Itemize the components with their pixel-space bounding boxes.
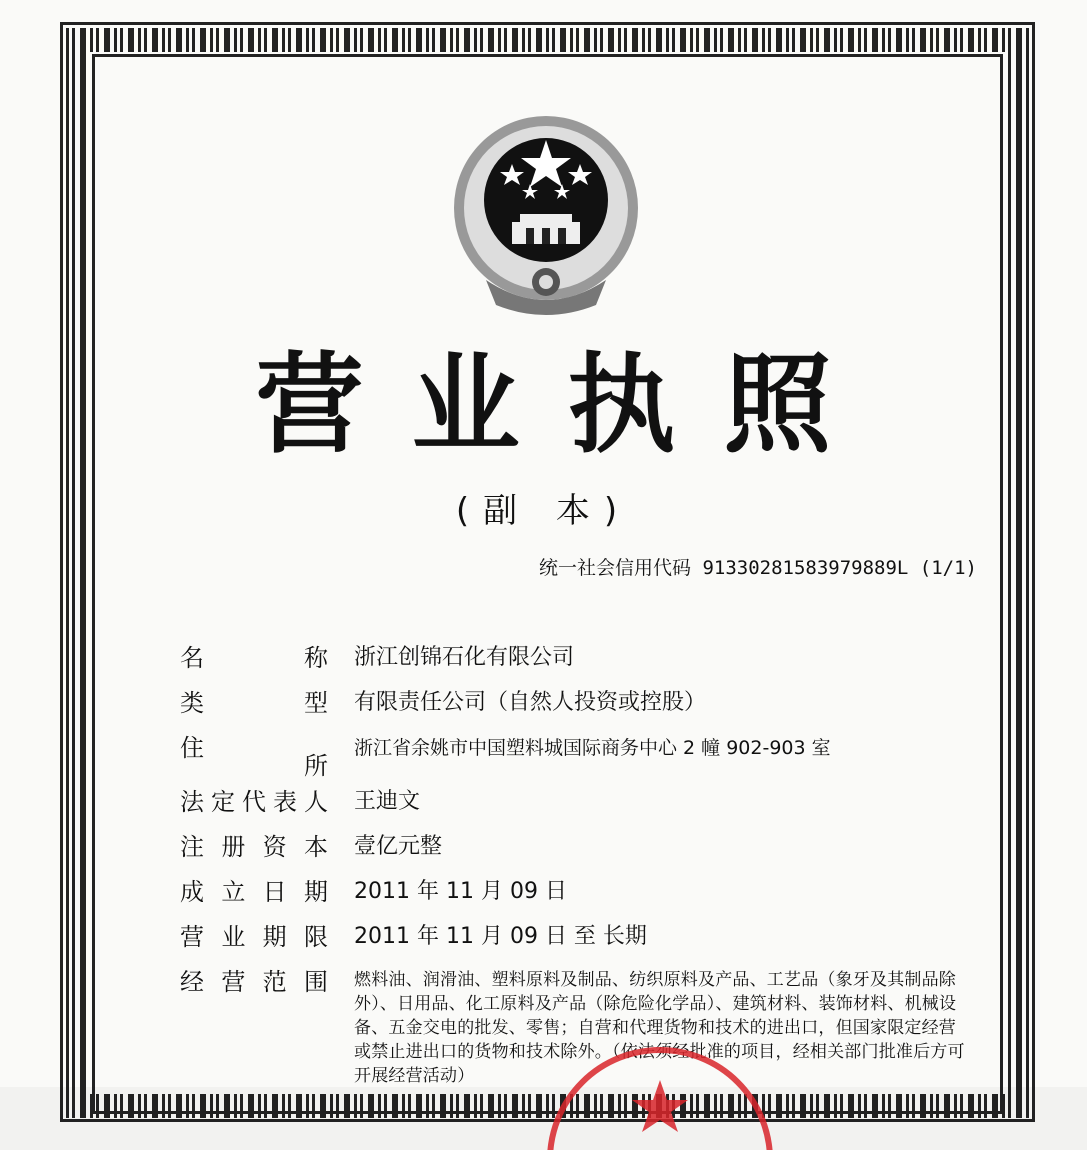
established-date: 2011 年 11 月 09 日 — [354, 879, 567, 904]
registered-capital: 壹亿元整 — [354, 834, 443, 859]
field-address — [180, 730, 980, 784]
field-established — [180, 874, 980, 919]
field-legal-rep — [180, 784, 980, 829]
company-name: 浙江创锦石化有限公司 — [354, 645, 575, 670]
field-name — [180, 640, 980, 685]
field-key: 名 称 — [180, 644, 328, 672]
field-key: 注 册 资 本 — [180, 833, 328, 861]
company-address: 浙江省余姚市中国塑料城国际商务中心 2 幢 902-903 室 — [354, 737, 831, 759]
field-key: 住 所 — [180, 734, 328, 780]
field-type — [180, 685, 980, 730]
credit-code-line — [539, 552, 977, 584]
field-key: 营 业 期 限 — [180, 923, 328, 951]
field-key: 成 立 日 期 — [180, 878, 328, 906]
national-emblem-icon — [446, 110, 646, 322]
field-key: 法 定 代 表 人 — [180, 788, 328, 816]
credit-code-value: 91330281583979889L — [702, 557, 909, 579]
document-title: 营业执照 — [255, 342, 880, 468]
company-type: 有限责任公司（自然人投资或控股） — [354, 690, 707, 715]
legal-representative: 王迪文 — [354, 789, 421, 814]
field-key: 类 型 — [180, 689, 328, 717]
credit-code-label: 统一社会信用代码 — [538, 557, 691, 579]
business-scope: 燃料油、润滑油、塑料原料及制品、纺织原料及产品、工艺品（象牙及其制品除外）、日用品、化工原料及产品（除危险化学品）、建筑材料、装饰材料、机械设备、五金交电的批发、零售；自营和代理货物和技术的进出口，但国家限定经营或禁止进出口的货物和技术除外。（依法须经批准的项目，经相关部门批准后方可开展经营活动） — [354, 970, 965, 1086]
field-capital — [180, 829, 980, 874]
official-seal-icon — [540, 1010, 780, 1150]
field-term — [180, 919, 980, 964]
copy-index: (1/1) — [919, 557, 977, 579]
field-key: 经 营 范 围 — [180, 968, 328, 996]
document-subtitle: (副 本) — [455, 491, 632, 531]
business-term: 2011 年 11 月 09 日 至 长期 — [354, 924, 647, 949]
